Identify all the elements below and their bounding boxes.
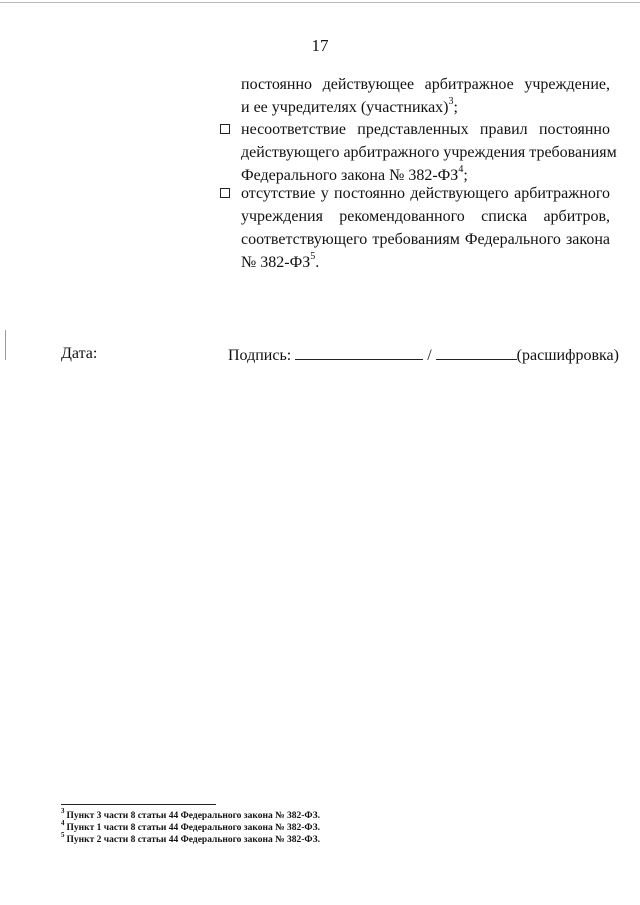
item-2-line-2: учреждения рекомендованного списка арбитров,: [241, 208, 610, 225]
footnote-number: 4: [61, 818, 65, 827]
continuation-line-1: постоянно действующее арбитражное учреждение,: [241, 76, 610, 93]
footnote-ref-4: 4: [458, 163, 464, 175]
signature-row: [228, 345, 619, 365]
continuation-line-2: [241, 96, 610, 119]
item-1-line-3-text: Федерального закона № 382-ФЗ: [241, 167, 459, 184]
footnote-4: [61, 818, 320, 834]
signature-separator: /: [427, 347, 432, 364]
scan-edge-left: [5, 330, 6, 360]
item-2-line-1: отсутствие у постоянно действующего арбитражного: [241, 185, 610, 202]
item-1-line-1: несоответствие представленных правил постоянно: [241, 121, 610, 138]
checkbox-item-2[interactable]: [220, 188, 230, 198]
item-2-line-4: [241, 251, 610, 274]
item-2-line-3: соответствующего требованиям Федерального закона: [241, 231, 610, 248]
scan-edge-top: [0, 2, 640, 3]
checkbox-item-1[interactable]: [220, 124, 230, 134]
footnote-text: Пункт 1 части 8 статьи 44 Федерального закона № 382-ФЗ.: [66, 823, 320, 833]
footnote-text: Пункт 3 части 8 статьи 44 Федерального закона № 382-ФЗ.: [66, 811, 320, 821]
page-number: 17: [311, 36, 329, 55]
item-2-line-4-end: .: [315, 254, 320, 271]
footnote-number: 3: [61, 806, 65, 815]
footnote-5: [61, 830, 320, 846]
date-label: Дата:: [61, 345, 98, 362]
decode-field[interactable]: [436, 345, 517, 360]
footnote-number: 5: [61, 830, 65, 839]
signature-field[interactable]: [295, 345, 423, 360]
footnote-ref-3: 3: [448, 95, 454, 107]
continuation-text: и ее учредителях (участниках): [241, 99, 449, 116]
footnote-3: [61, 806, 320, 822]
item-1-line-2: действующего арбитражного учреждения требованиям: [241, 144, 617, 161]
footnote-ref-5: 5: [310, 250, 316, 262]
item-1-line-3-end: ;: [463, 167, 468, 184]
decode-label: (расшифровка): [516, 347, 619, 364]
continuation-end: ;: [453, 99, 458, 116]
signature-label: Подпись:: [228, 347, 292, 364]
item-2-line-4-text: № 382-ФЗ: [241, 254, 311, 271]
footnote-divider: [61, 804, 216, 805]
footnote-text: Пункт 2 части 8 статьи 44 Федерального закона № 382-ФЗ.: [66, 835, 320, 845]
footnotes: [61, 806, 320, 846]
